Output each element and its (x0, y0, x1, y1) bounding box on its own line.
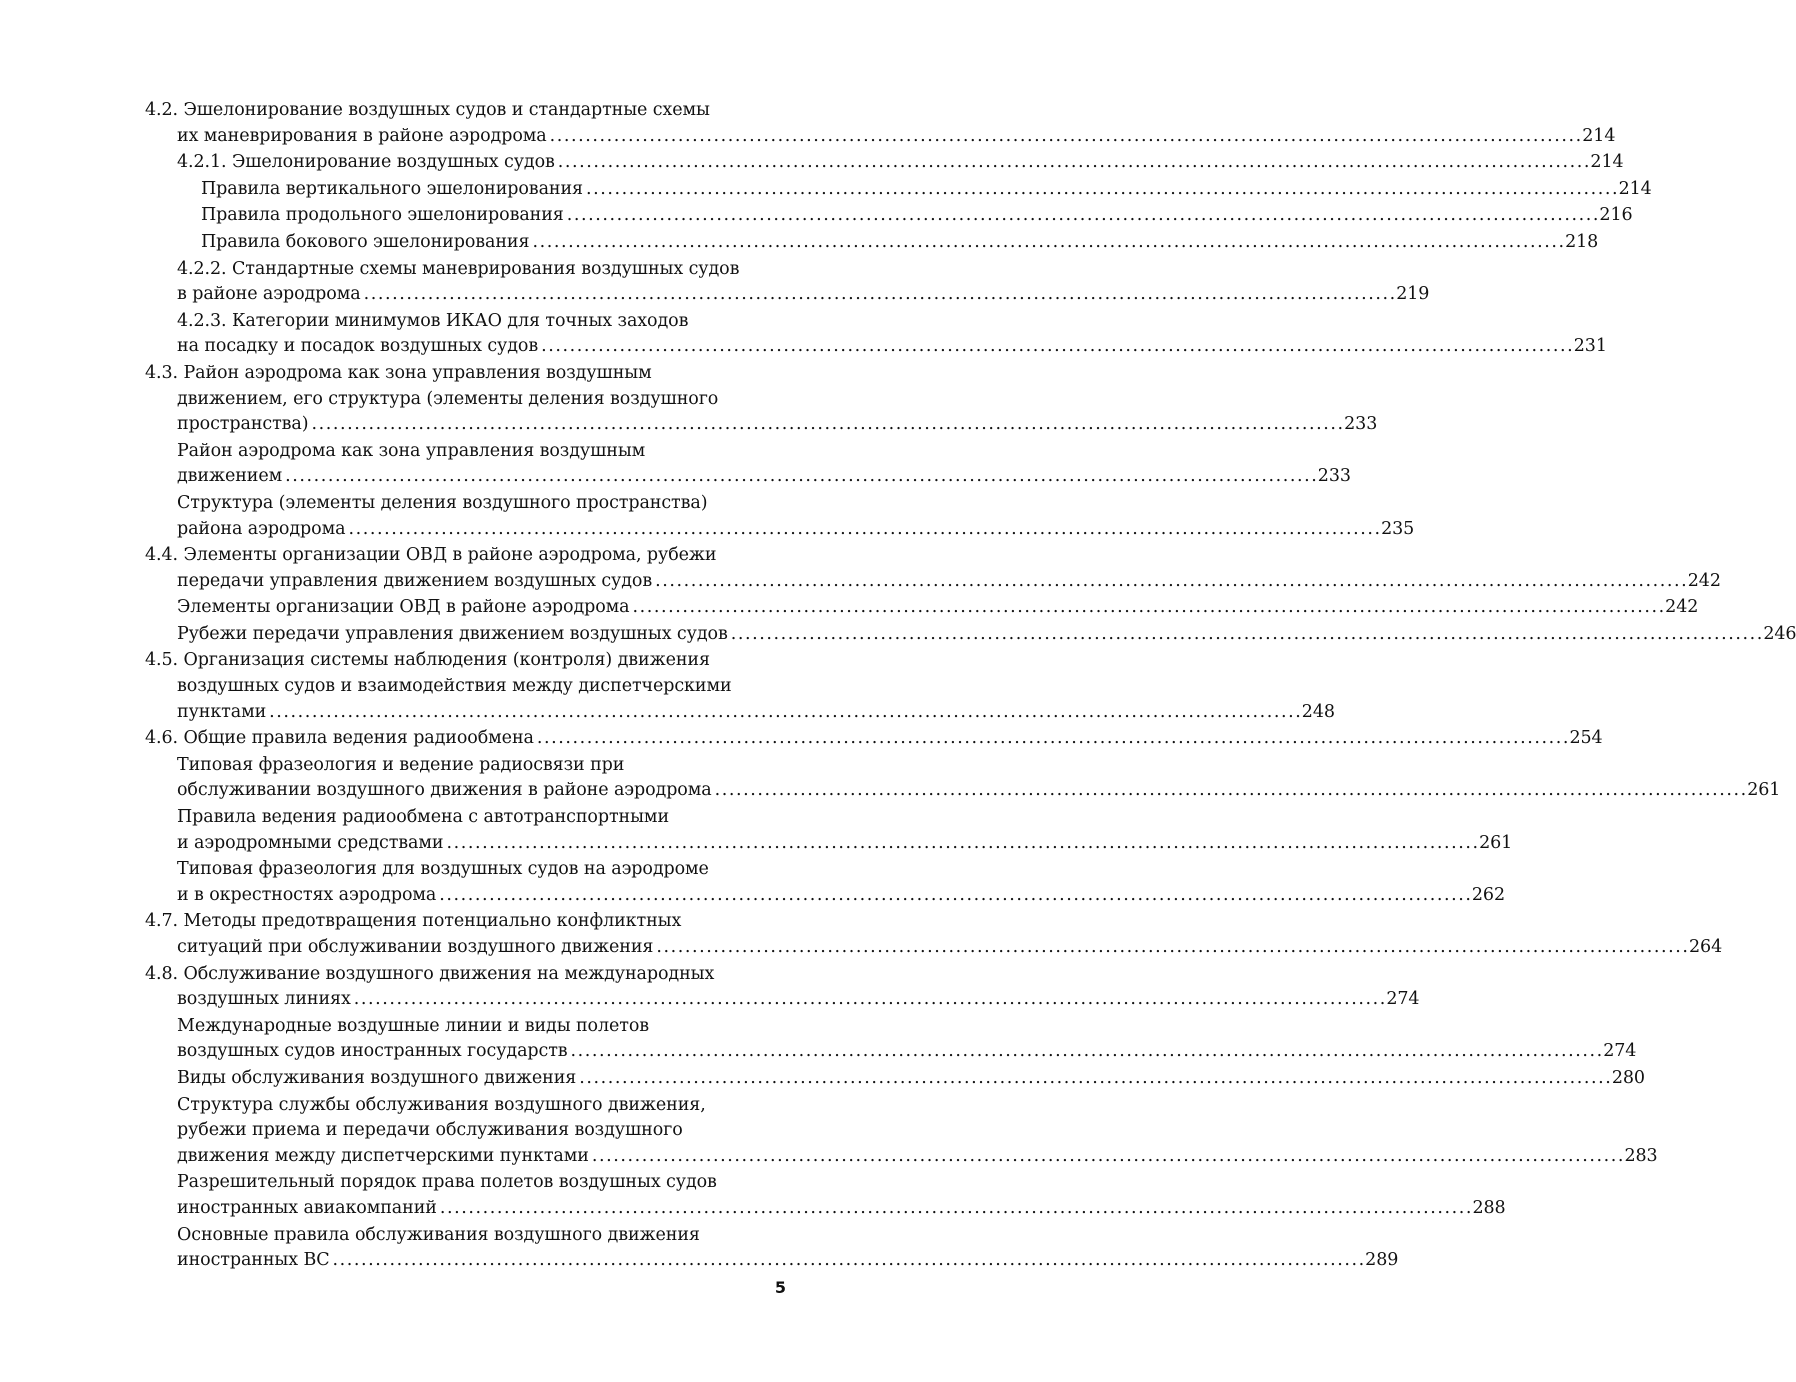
toc-entry-title: 4.6. Общие правила ведения радиообмена (145, 728, 534, 749)
dot-leader (532, 230, 1562, 256)
toc-entry-title: пространства) (177, 414, 309, 435)
toc-entry-line (145, 1170, 787, 1196)
toc-entry (145, 622, 1796, 648)
dot-leader (541, 334, 1571, 360)
toc-entry-line (145, 124, 1616, 150)
toc-entry-title: Структура службы обслуживания воздушного движения, (177, 1094, 706, 1115)
toc-entry-page: 261 (1479, 832, 1513, 853)
toc-entry-title: в районе аэродрома (177, 284, 361, 305)
toc-entry-line (145, 439, 787, 465)
toc-entry-title: Рубежи передачи управления движением воздушных судов (177, 623, 728, 644)
toc-entry-line (145, 543, 787, 569)
toc-entry-line (145, 648, 787, 674)
toc-entry-title: обслуживании воздушного движения в районе аэродрома (177, 780, 712, 801)
toc-entry (145, 595, 1699, 621)
toc-entry-title: Типовая фразеология и ведение радиосвязи при (177, 754, 625, 775)
toc-entry-title: 4.8. Обслуживание воздушного движения на международных (145, 963, 715, 984)
toc-entry (145, 1066, 1645, 1092)
toc-entry-title: 4.5. Организация системы наблюдения (контроля) движения (145, 650, 710, 671)
toc-entry-line (145, 962, 787, 988)
toc-entry-title: Элементы организации ОВД в районе аэродрома (177, 597, 630, 618)
toc-entry (145, 857, 1505, 908)
toc-entry-line (145, 831, 1513, 857)
toc-entry (145, 439, 1351, 490)
toc-entry-title: Правила бокового эшелонирования (201, 231, 530, 252)
toc-entry (145, 257, 1430, 308)
toc-entry (145, 543, 1721, 594)
dot-leader (655, 569, 1685, 595)
toc-entry-page: 214 (1618, 178, 1652, 199)
dot-leader (364, 282, 1394, 308)
toc-entry (145, 1170, 1506, 1221)
toc-entry-title: рубежи приема и передачи обслуживания воздушного (177, 1120, 683, 1141)
toc-entry-page: 283 (1624, 1145, 1658, 1166)
toc-entry-title: движением, его структура (элементы деления воздушного (177, 388, 719, 409)
toc-entry-line (145, 491, 787, 517)
toc-entry-page: 218 (1565, 231, 1599, 252)
toc-entry-line (145, 203, 1633, 229)
toc-entry-line (145, 883, 1505, 909)
toc-entry-line (145, 1039, 1637, 1065)
dot-leader (579, 1066, 1609, 1092)
toc-entry-page: 274 (1603, 1041, 1637, 1062)
toc-entry-title: Правила вертикального эшелонирования (201, 178, 583, 199)
toc-entry-title: ситуаций при обслуживании воздушного движения (177, 937, 654, 957)
toc-entry-line (145, 569, 1721, 595)
toc-entry-line (145, 282, 1430, 308)
toc-entry-line (145, 935, 1723, 961)
toc-entry (145, 962, 1420, 1013)
toc-entry (145, 491, 1415, 542)
toc-entry (145, 753, 1781, 804)
dot-leader (440, 1196, 1470, 1222)
toc-entry (145, 909, 1723, 960)
dot-leader (592, 1144, 1622, 1170)
toc-entry-page: 235 (1381, 518, 1415, 539)
dot-leader (354, 987, 1384, 1013)
toc-entry-title: движения между диспетчерскими пунктами (177, 1145, 589, 1166)
dot-leader (269, 700, 1299, 726)
toc-entry-title: 4.4. Элементы организации ОВД в районе аэродрома, рубежи (145, 545, 717, 566)
dot-leader (333, 1248, 1363, 1274)
toc-entry-line (145, 177, 1652, 203)
dot-leader (439, 883, 1469, 909)
toc-entry-page: 242 (1665, 597, 1699, 618)
toc-entry-line (145, 517, 1415, 543)
toc-entry (145, 805, 1513, 856)
toc-entry-title: Правила ведения радиообмена с автотранспортными (177, 807, 670, 828)
toc-entry-line (145, 909, 787, 935)
toc-entry-line (145, 230, 1599, 256)
toc-entry (145, 1014, 1637, 1065)
toc-entry-line (145, 1248, 1399, 1274)
toc-entry-line (145, 334, 1607, 360)
toc-entry-page: 261 (1747, 780, 1781, 801)
toc-entry-line (145, 726, 1603, 752)
dot-leader (633, 595, 1663, 621)
toc-entry-page: 233 (1344, 414, 1378, 435)
toc-entry-title: на посадку и посадок воздушных судов (177, 336, 539, 357)
toc-entry-page: 254 (1569, 728, 1603, 749)
toc-entry-line (145, 857, 787, 883)
toc-entry-line (145, 1223, 787, 1249)
toc-entry-line (145, 1118, 787, 1144)
toc-entry-page: 264 (1689, 937, 1723, 957)
toc-entry-page: 214 (1590, 152, 1624, 173)
dot-leader (348, 517, 1378, 543)
toc-entry-line (145, 1066, 1645, 1092)
toc-entry-page: 233 (1317, 466, 1351, 487)
toc-entry-page: 274 (1386, 989, 1420, 1010)
toc-entry (145, 98, 1616, 149)
toc-entry-line (145, 622, 1796, 648)
toc-entry-line (145, 987, 1420, 1013)
toc-entry-title: воздушных судов иностранных государств (177, 1041, 568, 1062)
toc-entry-line (145, 674, 787, 700)
toc-entry (145, 177, 1652, 203)
toc-entry-title: иностранных ВС (177, 1250, 330, 1271)
toc-entry-line (145, 805, 787, 831)
toc-entry-title: Район аэродрома как зона управления воздушным (177, 440, 646, 461)
toc-entry-title: Виды обслуживания воздушного движения (177, 1067, 577, 1088)
toc-entry-page: 280 (1611, 1067, 1645, 1088)
toc-entry-line (145, 309, 787, 335)
toc-entry-page: 262 (1471, 884, 1505, 905)
toc-entry-title: 4.3. Район аэродрома как зона управления воздушным (145, 362, 652, 383)
dot-leader (311, 412, 1341, 438)
toc-entry-title: Основные правила обслуживания воздушного движения (177, 1224, 700, 1245)
toc-entry (145, 203, 1633, 229)
dot-leader (571, 1039, 1601, 1065)
toc-entry-title: района аэродрома (177, 518, 346, 539)
toc-entry-page: 242 (1687, 570, 1721, 591)
toc-entry-page: 246 (1763, 623, 1796, 644)
toc-entry-title: Международные воздушные линии и виды полетов (177, 1015, 650, 1036)
toc-entry-line (145, 1093, 787, 1119)
toc-entry (145, 1223, 1399, 1274)
toc-entry-title: 4.2.1. Эшелонирование воздушных судов (177, 152, 555, 173)
dot-leader (285, 464, 1315, 490)
toc-entry-page: 219 (1396, 284, 1430, 305)
toc-entry-line (145, 412, 1378, 438)
toc-entry-page: 248 (1301, 701, 1335, 722)
toc-entry (145, 1093, 1658, 1170)
toc-entry-line (145, 778, 1781, 804)
toc-entry-line (145, 361, 787, 387)
dot-leader (731, 622, 1761, 648)
toc-entry-title: воздушных линиях (177, 989, 351, 1010)
toc-entry-title: и аэродромными средствами (177, 832, 444, 853)
toc-entry-line (145, 257, 787, 283)
toc-entry-title: движением (177, 466, 283, 487)
toc-entry-title: Типовая фразеология для воздушных судов на аэродроме (177, 859, 709, 880)
toc-entry-page: 231 (1573, 336, 1607, 357)
toc-entry-line (145, 98, 787, 124)
toc-entry-line (145, 700, 1335, 726)
dot-leader (715, 778, 1745, 804)
toc-entry-line (145, 464, 1351, 490)
toc-entry (145, 361, 1378, 438)
toc-entry-page: 214 (1582, 125, 1616, 146)
toc-entry-title: 4.2. Эшелонирование воздушных судов и стандартные схемы (145, 100, 710, 120)
toc-entry-title: пунктами (177, 701, 267, 722)
toc-entry-line (145, 1196, 1506, 1222)
table-of-contents (145, 98, 1796, 1275)
toc-entry-title: иностранных авиакомпаний (177, 1197, 437, 1218)
toc-entry-title: 4.7. Методы предотвращения потенциально конфликтных (145, 911, 682, 932)
toc-entry (145, 150, 1624, 176)
dot-leader (537, 726, 1567, 752)
dot-leader (567, 203, 1597, 229)
toc-entry-title: их маневрирования в районе аэродрома (177, 125, 547, 146)
toc-entry-line (145, 1014, 787, 1040)
dot-leader (446, 831, 1476, 857)
toc-entry-page: 216 (1599, 205, 1633, 226)
toc-entry-title: передачи управления движением воздушных судов (177, 570, 653, 591)
toc-entry-title: 4.2.2. Стандартные схемы маневрирования воздушных судов (177, 258, 740, 279)
toc-entry (145, 309, 1607, 360)
toc-entry-line (145, 1144, 1658, 1170)
dot-leader (586, 177, 1616, 203)
toc-entry-line (145, 595, 1699, 621)
toc-entry-title: и в окрестностях аэродрома (177, 884, 437, 905)
page-number: 5 (774, 1278, 786, 1297)
toc-entry-line (145, 753, 787, 779)
dot-leader (550, 124, 1580, 150)
toc-entry-title: Разрешительный порядок права полетов воздушных судов (177, 1172, 717, 1193)
toc-entry-line (145, 387, 787, 413)
dot-leader (558, 150, 1588, 176)
toc-entry-title: Правила продольного эшелонирования (201, 205, 564, 226)
toc-entry-title: воздушных судов и взаимодействия между диспетчерскими (177, 676, 732, 697)
toc-entry (145, 648, 1335, 725)
toc-entry (145, 230, 1599, 256)
toc-entry-title: 4.2.3. Категории минимумов ИКАО для точных заходов (177, 310, 689, 331)
toc-entry-page: 289 (1365, 1250, 1399, 1271)
toc-entry (145, 726, 1603, 752)
toc-entry-title: Структура (элементы деления воздушного пространства) (177, 492, 708, 513)
toc-entry-line (145, 150, 1624, 176)
dot-leader (656, 935, 1686, 961)
toc-entry-page: 288 (1472, 1197, 1506, 1218)
